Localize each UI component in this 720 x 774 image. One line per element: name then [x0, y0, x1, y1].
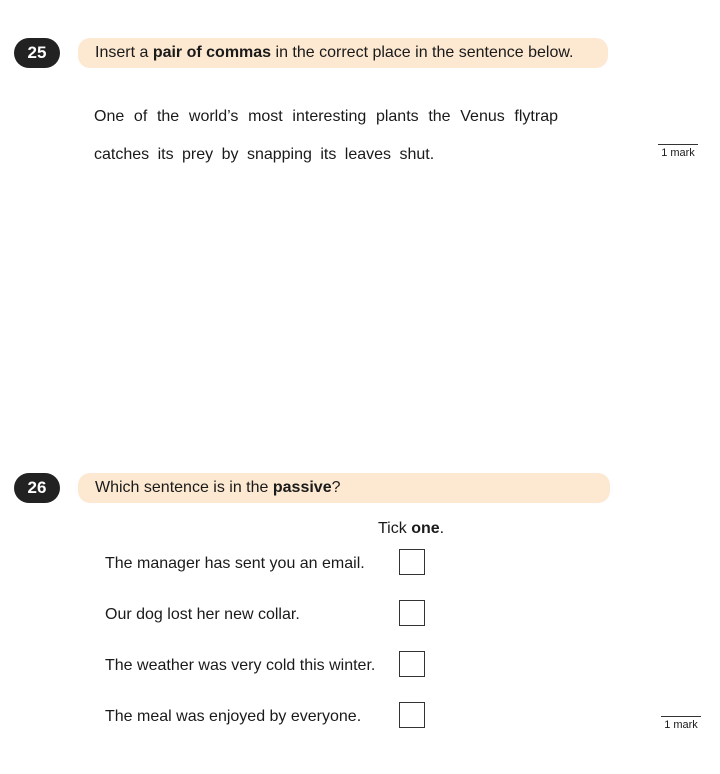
option-2-tickbox[interactable] [399, 600, 425, 626]
question-25-mark: 1 mark [658, 144, 698, 160]
instruction-emphasis: pair of commas [152, 44, 272, 61]
tick-text: Tick [378, 520, 412, 537]
question-26-number: 26 [14, 473, 60, 503]
option-4-label: The meal was enjoyed by everyone. [105, 708, 362, 725]
question-26-instruction [78, 473, 610, 503]
option-1-tickbox[interactable] [399, 549, 425, 575]
instruction-text: Insert a [95, 44, 153, 61]
instruction-text: Which sentence is in the [95, 479, 273, 496]
instruction-text: ? [331, 479, 341, 496]
instruction-text: in the correct place in the sentence below. [271, 44, 574, 61]
option-2-label: Our dog lost her new collar. [105, 606, 300, 623]
question-25-instruction [78, 38, 608, 68]
question-25-sentence-line-2[interactable]: catches its prey by snapping its leaves shut. [94, 146, 435, 163]
option-4-tickbox[interactable] [399, 702, 425, 728]
option-1-label: The manager has sent you an email. [105, 555, 365, 572]
question-25-sentence-line-1[interactable]: One of the world’s most interesting plants the Venus flytrap [94, 108, 558, 125]
tick-emphasis: one [411, 520, 440, 537]
option-3-tickbox[interactable] [399, 651, 425, 677]
tick-instruction [378, 519, 444, 539]
question-26-mark: 1 mark [661, 716, 701, 732]
instruction-emphasis: passive [272, 479, 332, 496]
option-3-label: The weather was very cold this winter. [105, 657, 376, 674]
tick-text: . [439, 520, 445, 537]
question-25-number: 25 [14, 38, 60, 68]
